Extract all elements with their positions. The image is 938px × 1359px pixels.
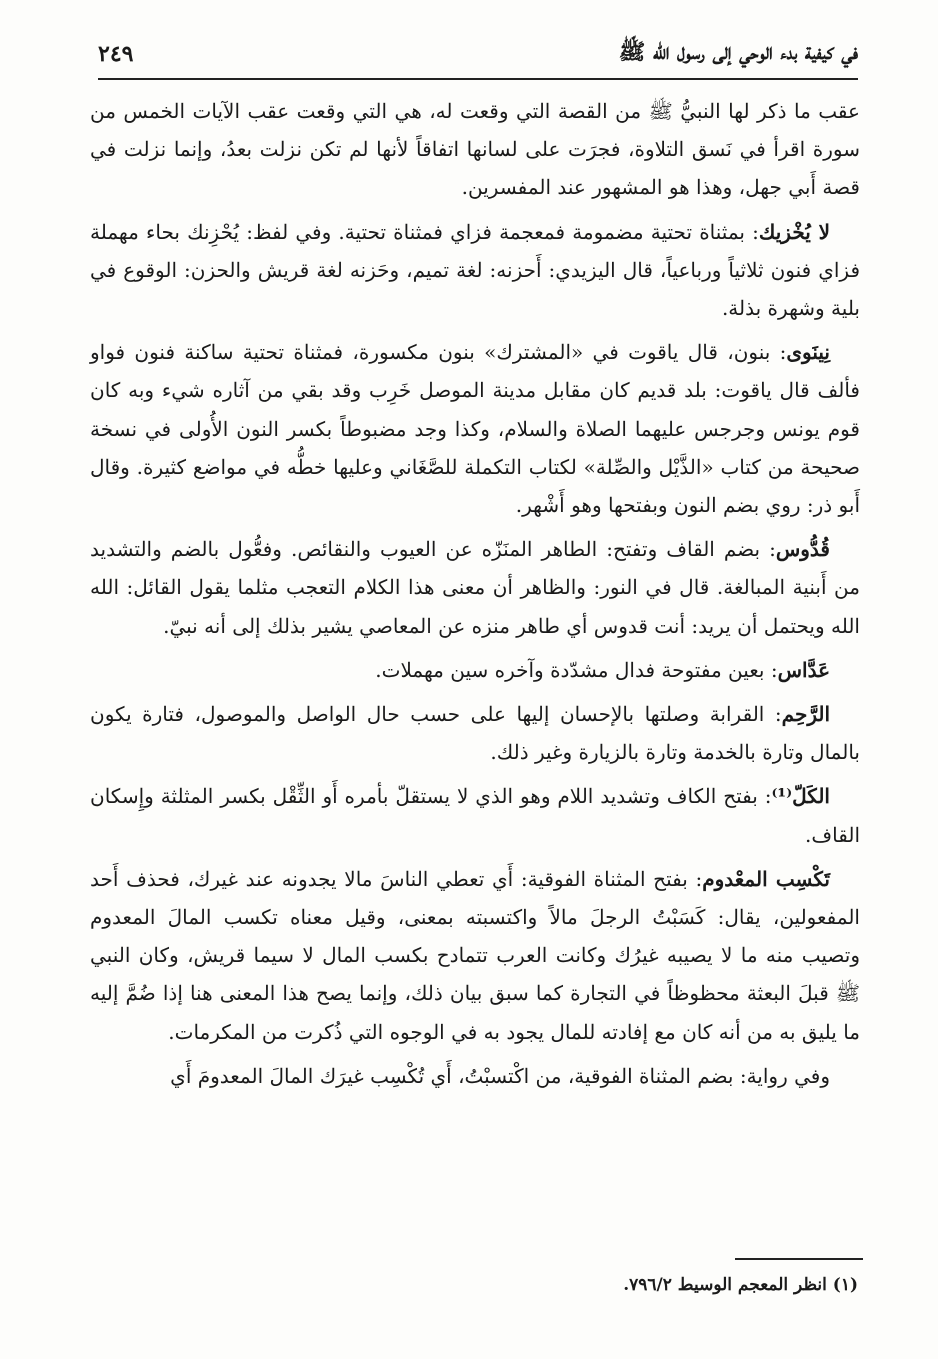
glossary-term: الكَلّ⁽¹⁾ [771,784,830,809]
paragraph [90,92,860,207]
footnote-divider [735,1258,863,1260]
paragraph [90,333,860,524]
glossary-term: قُدُّوس [775,537,830,562]
paragraph [90,1057,860,1095]
paragraph [90,860,860,1051]
paragraph-text: : بضم القاف وتفتح: الطاهر المنَزّه عن العيوب والنقائص. وفعُّول بالضم والتشديد من أَبنية المبالغة. قال في النور: والظاهر أن معنى هذا الكلام التعجب مثلما يقول القائل: الله الله ويحتمل أن يريد: أنت قدوس أي طاهر منزه عن المعاصي يشير بذلك إلى أنه نبيّ. [90,537,860,638]
footnote: (١) انظر المعجم الوسيط ٧٩٦/٢. [623,1275,858,1295]
paragraph-text: : بفتح المثناة الفوقية: أَي تعطي الناسَ مالا يجدونه عند غيرك، فحذف أَحد المفعولين، يقال: كَسَبْتُ الرجلَ مالاً واكتسبته بمعنى، وقيل معناه تكسب المالَ المعدوم وتصيب منه ما لا يصيبه غيرُك وكانت العرب تتمادح بكسب المال لا سيما قريش، وكان النبي ﷺ قبلَ البعثة محظوظاً في التجارة كما سبق بيان ذلك، وإنما يصح هذا المعنى هنا إذا ضُمَّ إليه ما يليق به من أنه كان مع إفادته للمال يجود به في الوجوه التي ذُكرت من المكرمات. [90,866,860,1044]
glossary-term: تَكْسِب المعْدوم [702,866,830,891]
page-body [90,92,860,1101]
paragraph-text: عقب ما ذكر لها النبيُّ ﷺ من القصة التي وقعت له، هي التي وقعت عقب الآيات الخمس من سورة اقرأ في نَسق التلاوة، فجرَت على لسانها اتفاقاً لأنها لم تكن نزلت بعدُ، وإنما نزلت في قصة أَبي جهل، وهذا هو المشهور عند المفسرين. [90,99,860,200]
paragraph-text: : بعين مفتوحة فدال مشدّدة وآخره سين مهملات. [375,657,778,682]
page-header [98,30,858,80]
paragraph [90,777,860,853]
page-number: ٢٤٩ [98,41,134,67]
glossary-term: نِينَوى [786,340,830,365]
paragraph [90,213,860,328]
paragraph [90,651,860,689]
glossary-term: عَدَّاس [777,657,830,682]
glossary-term: لا يُخْزيك [758,219,830,244]
paragraph-text: : بمثناة تحتية مضمومة فمعجمة فزاي فمثناة تحتية. وفي لفظ: يُحْزِنك بحاء مهملة فزاي فنون ثلاثياً ورباعياً، قال اليزيدي: أَحزنه: لغة تميم، وحَزنه لغة قريش والحزن: الوقوع في بلية وشهرة بذلة. [90,219,860,321]
paragraph [90,695,860,771]
glossary-term: الرَّحِم [781,702,830,727]
paragraph-text: : بنون، قال ياقوت في «المشترك» بنون مكسورة، فمثناة تحتية ساكنة فنون فواو فألف قال ياقوت: بلد قديم كان مقابل مدينة الموصل خَرِب وقد بقي من آثاره شيء وبه كان قوم يونس وجرجس عليهما الصلاة والسلام، وكذا وجد مضبوطاً بكسر النون الأُولى في نسخة صحيحة من كتاب «الذَّيْل والصِّلة» لكتاب التكملة للصَّغَاني وعليها خطُّه في مواضع كثيرة. وقال أَبو ذر: روي بضم النون وبفتحها وهو أَشْهر. [90,340,860,518]
paragraph-text: : بفتح الكاف وتشديد اللام وهو الذي لا يستقلّ بأمره أَو الثِّقْل بكسر المثلثة وإِسكان القاف. [90,784,860,847]
paragraph [90,530,860,645]
running-title: في كيفية بدء الوحي إلى رسول الله ﷺ [618,39,858,65]
paragraph-text: وفي رواية: بضم المثناة الفوقية، من اكْتسبْتُ، أَي تُكْسِب غيرَك المالَ المعدومَ أَي [170,1063,830,1088]
paragraph-text: : القرابة وصلتها بالإحسان إليها على حسب حال الواصل والموصول، فتارة يكون بالمال وتارة بالخدمة وتارة بالزيارة وغير ذلك. [90,702,860,765]
